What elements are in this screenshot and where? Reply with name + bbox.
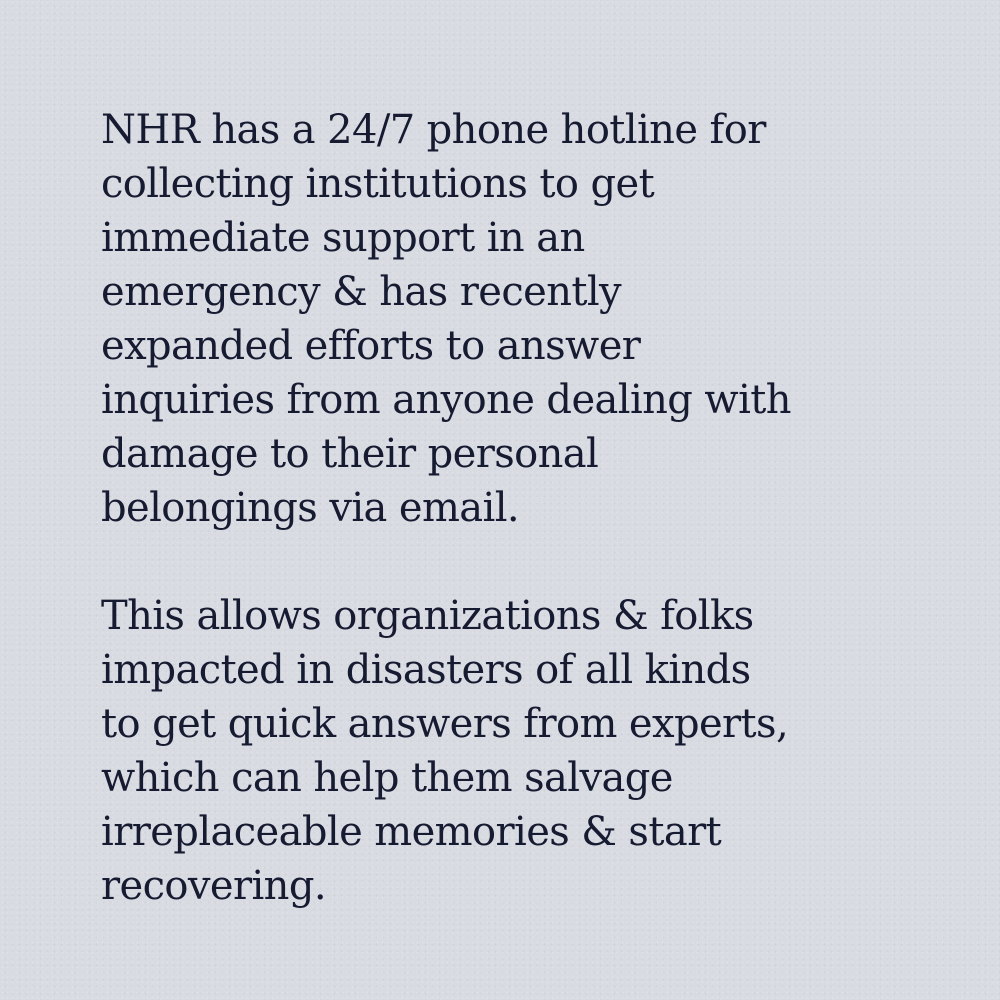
text-line: immediate support in an xyxy=(101,215,585,261)
text-line: This allows organizations & folks xyxy=(101,593,754,639)
paragraph-impact xyxy=(101,589,921,913)
text-line: belongings via email. xyxy=(101,485,520,531)
text-line: to get quick answers from experts, xyxy=(101,701,789,747)
text-line: inquiries from anyone dealing with xyxy=(101,377,791,423)
text-line: impacted in disasters of all kinds xyxy=(101,647,751,693)
paragraph-hotline xyxy=(101,103,921,535)
text-line: irreplaceable memories & start xyxy=(101,809,722,855)
text-line: expanded efforts to answer xyxy=(101,323,641,369)
text-line: recovering. xyxy=(101,863,326,909)
text-line: which can help them salvage xyxy=(101,755,673,801)
text-line: damage to their personal xyxy=(101,431,599,477)
text-line: NHR has a 24/7 phone hotline for xyxy=(101,107,766,153)
text-card xyxy=(101,103,921,913)
text-line: collecting institutions to get xyxy=(101,161,655,207)
text-line: emergency & has recently xyxy=(101,269,622,315)
